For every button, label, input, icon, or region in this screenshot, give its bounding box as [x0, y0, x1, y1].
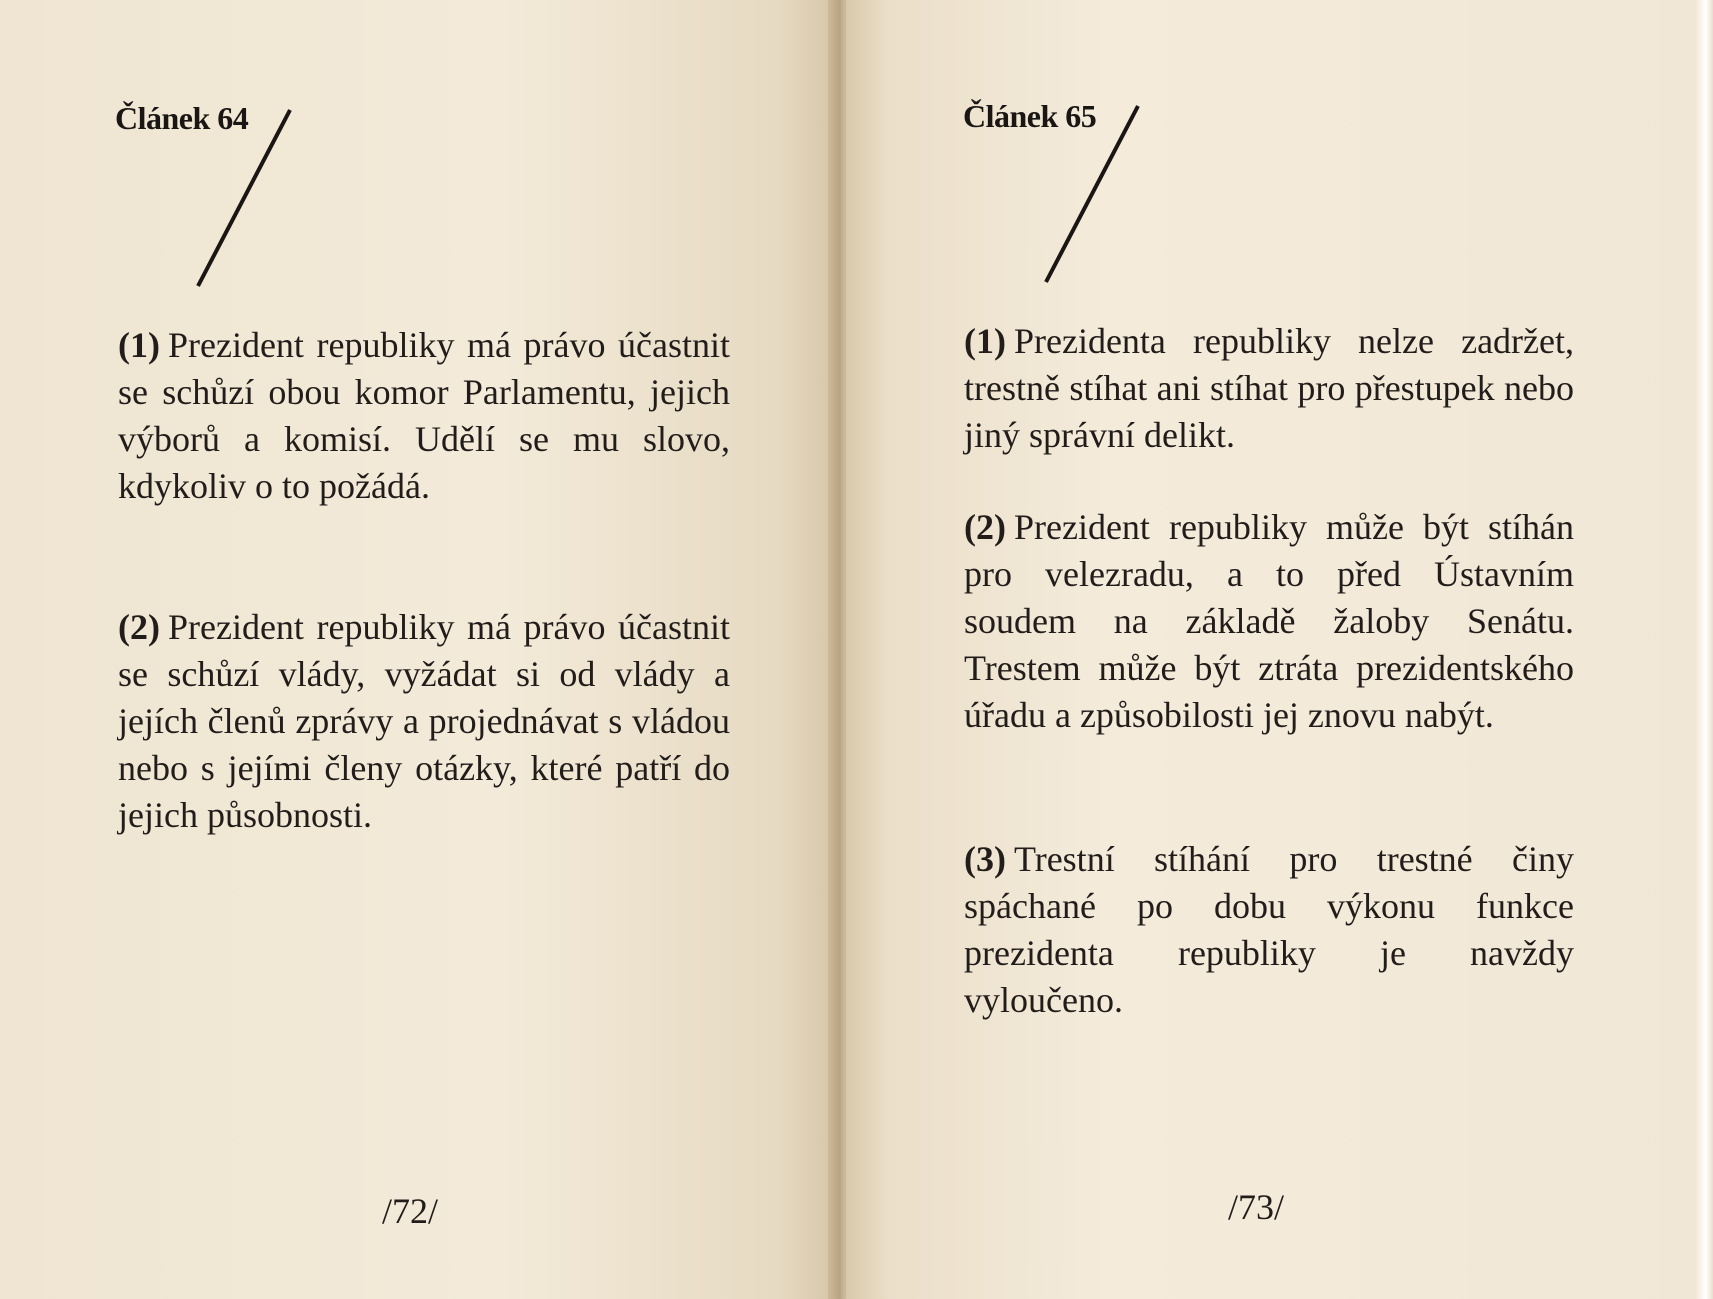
paragraph-text: Prezident republiky má právo účastnit se schůzí vlády, vyžádat si od vlády a jejích členů zprávy a projednávat s vládou nebo s jejími členy otázky, které patří do jejich působnosti. [118, 607, 730, 835]
right-page [846, 0, 1713, 1299]
left-page [0, 0, 836, 1299]
page-number: /73/ [1228, 1187, 1285, 1227]
paragraph [118, 322, 730, 510]
article-heading: Článek 65 [963, 98, 1097, 134]
paragraph-number: (2) [118, 607, 160, 647]
paragraph-number: (1) [118, 325, 160, 365]
slash-ornament [1038, 104, 1148, 284]
paragraph [964, 836, 1574, 1024]
paragraph-number: (2) [964, 507, 1006, 547]
paragraph-text: Trestní stíhání pro trestné činy spáchané po dobu výkonu funkce prezidenta republiky je navždy vyloučeno. [964, 839, 1574, 1020]
paragraph-text: Prezident republiky může být stíhán pro velezradu, a to před Ústavním soudem na základě žaloby Senátu. Trestem může být ztráta prezidentského úřadu a způsobilosti jej znovu nabýt. [964, 507, 1574, 735]
paragraph [118, 604, 730, 839]
page-number: /72/ [382, 1191, 439, 1231]
paragraph-text: Prezident republiky má právo účastnit se schůzí obou komor Parlamentu, jejich výborů a komisí. Udělí se mu slovo, kdykoliv o to požádá. [118, 325, 730, 506]
article-heading: Článek 64 [115, 100, 249, 136]
paragraph-text: Prezidenta republiky nelze zadržet, trestně stíhat ani stíhat pro přestupek nebo jiný správní delikt. [964, 321, 1574, 455]
paragraph-number: (3) [964, 839, 1006, 879]
paragraph [964, 318, 1574, 459]
slash-ornament [190, 108, 300, 288]
paragraph-number: (1) [964, 321, 1006, 361]
page-edge [1695, 0, 1713, 1299]
paragraph [964, 504, 1574, 739]
